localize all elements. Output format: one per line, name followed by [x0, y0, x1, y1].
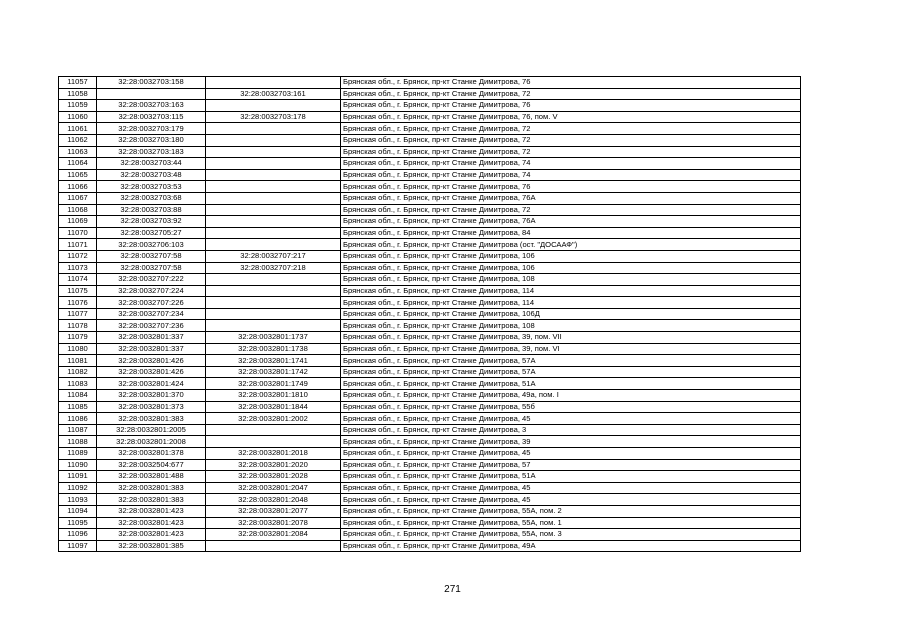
- row-number-cell: 11072: [59, 250, 97, 262]
- address-cell: Брянская обл., г. Брянск, пр-кт Станке Димитрова, 76: [341, 181, 801, 193]
- object-cadastral-number-cell: 32:28:0032801:2020: [206, 459, 341, 471]
- object-cadastral-number-cell: 32:28:0032801:1738: [206, 343, 341, 355]
- cadastral-number-cell: 32:28:0032801:383: [97, 482, 206, 494]
- object-cadastral-number-cell: [206, 239, 341, 251]
- address-cell: Брянская обл., г. Брянск, пр-кт Станке Димитрова, 49а, пом. I: [341, 390, 801, 402]
- object-cadastral-number-cell: 32:28:0032801:1741: [206, 355, 341, 367]
- cadastral-number-cell: 32:28:0032801:426: [97, 355, 206, 367]
- row-number-cell: 11067: [59, 192, 97, 204]
- table-row: [59, 227, 801, 239]
- cadastral-number-cell: 32:28:0032703:180: [97, 134, 206, 146]
- row-number-cell: 11093: [59, 494, 97, 506]
- table-row: [59, 448, 801, 460]
- table-row: [59, 181, 801, 193]
- object-cadastral-number-cell: 32:28:0032801:2028: [206, 471, 341, 483]
- cadastral-number-cell: 32:28:0032706:103: [97, 239, 206, 251]
- cadastral-number-cell: 32:28:0032801:423: [97, 505, 206, 517]
- page-number: 271: [444, 584, 461, 595]
- address-cell: Брянская обл., г. Брянск, пр-кт Станке Димитрова, 39: [341, 436, 801, 448]
- address-cell: Брянская обл., г. Брянск, пр-кт Станке Димитрова, 76, пом. V: [341, 111, 801, 123]
- table-row: [59, 343, 801, 355]
- table-row: [59, 77, 801, 89]
- row-number-cell: 11059: [59, 100, 97, 112]
- cadastral-number-cell: 32:28:0032801:2008: [97, 436, 206, 448]
- table-row: [59, 320, 801, 332]
- table-row: [59, 204, 801, 216]
- table-row: [59, 355, 801, 367]
- address-cell: Брянская обл., г. Брянск, пр-кт Станке Димитрова, 49А: [341, 540, 801, 552]
- address-cell: Брянская обл., г. Брянск, пр-кт Станке Димитрова, 106Д: [341, 308, 801, 320]
- cadastral-number-cell: 32:28:0032703:48: [97, 169, 206, 181]
- address-cell: Брянская обл., г. Брянск, пр-кт Станке Димитрова, 108: [341, 274, 801, 286]
- cadastral-number-cell: 32:28:0032801:383: [97, 413, 206, 425]
- object-cadastral-number-cell: [206, 146, 341, 158]
- object-cadastral-number-cell: 32:28:0032801:1737: [206, 332, 341, 344]
- address-cell: Брянская обл., г. Брянск, пр-кт Станке Димитрова, 39, пом. VII: [341, 332, 801, 344]
- table-row: [59, 297, 801, 309]
- object-cadastral-number-cell: [206, 285, 341, 297]
- object-cadastral-number-cell: 32:28:0032801:2048: [206, 494, 341, 506]
- table-row: [59, 262, 801, 274]
- cadastral-number-cell: 32:28:0032703:44: [97, 158, 206, 170]
- cadastral-number-cell: 32:28:0032707:236: [97, 320, 206, 332]
- table-row: [59, 390, 801, 402]
- object-cadastral-number-cell: [206, 169, 341, 181]
- object-cadastral-number-cell: 32:28:0032801:1749: [206, 378, 341, 390]
- address-cell: Брянская обл., г. Брянск, пр-кт Станке Димитрова, 51А: [341, 378, 801, 390]
- table-row: [59, 250, 801, 262]
- address-cell: Брянская обл., г. Брянск, пр-кт Станке Димитрова, 39, пом. VI: [341, 343, 801, 355]
- object-cadastral-number-cell: [206, 308, 341, 320]
- object-cadastral-number-cell: [206, 297, 341, 309]
- row-number-cell: 11078: [59, 320, 97, 332]
- cadastral-number-cell: 32:28:0032801:337: [97, 343, 206, 355]
- object-cadastral-number-cell: 32:28:0032801:1810: [206, 390, 341, 402]
- row-number-cell: 11082: [59, 366, 97, 378]
- table-row: [59, 274, 801, 286]
- row-number-cell: 11080: [59, 343, 97, 355]
- table-row: [59, 158, 801, 170]
- object-cadastral-number-cell: 32:28:0032801:2077: [206, 505, 341, 517]
- cadastral-number-cell: 32:28:0032801:370: [97, 390, 206, 402]
- address-cell: Брянская обл., г. Брянск, пр-кт Станке Димитрова, 114: [341, 285, 801, 297]
- cadastral-number-cell: 32:28:0032703:68: [97, 192, 206, 204]
- table-row: [59, 540, 801, 552]
- cadastral-number-cell: 32:28:0032707:224: [97, 285, 206, 297]
- address-cell: Брянская обл., г. Брянск, пр-кт Станке Димитрова, 108: [341, 320, 801, 332]
- row-number-cell: 11061: [59, 123, 97, 135]
- address-cell: Брянская обл., г. Брянск, пр-кт Станке Димитрова, 51А: [341, 471, 801, 483]
- row-number-cell: 11069: [59, 216, 97, 228]
- table-row: [59, 332, 801, 344]
- object-cadastral-number-cell: [206, 158, 341, 170]
- address-cell: Брянская обл., г. Брянск, пр-кт Станке Димитрова, 55А, пом. 2: [341, 505, 801, 517]
- cadastral-number-cell: 32:28:0032801:373: [97, 401, 206, 413]
- address-cell: Брянская обл., г. Брянск, пр-кт Станке Димитрова, 106: [341, 250, 801, 262]
- table-row: [59, 169, 801, 181]
- address-cell: Брянская обл., г. Брянск, пр-кт Станке Димитрова, 72: [341, 146, 801, 158]
- table-row: [59, 436, 801, 448]
- object-cadastral-number-cell: [206, 274, 341, 286]
- row-number-cell: 11075: [59, 285, 97, 297]
- row-number-cell: 11088: [59, 436, 97, 448]
- cadastral-number-cell: 32:28:0032504:677: [97, 459, 206, 471]
- table-row: [59, 308, 801, 320]
- object-cadastral-number-cell: [206, 123, 341, 135]
- object-cadastral-number-cell: [206, 100, 341, 112]
- table-row: [59, 285, 801, 297]
- row-number-cell: 11097: [59, 540, 97, 552]
- cadastral-number-cell: 32:28:0032703:163: [97, 100, 206, 112]
- row-number-cell: 11079: [59, 332, 97, 344]
- table-row: [59, 216, 801, 228]
- table-row: [59, 529, 801, 541]
- table-row: [59, 146, 801, 158]
- cadastral-number-cell: 32:28:0032707:58: [97, 262, 206, 274]
- row-number-cell: 11058: [59, 88, 97, 100]
- address-cell: Брянская обл., г. Брянск, пр-кт Станке Димитрова, 72: [341, 134, 801, 146]
- cadastral-number-cell: 32:28:0032707:222: [97, 274, 206, 286]
- row-number-cell: 11091: [59, 471, 97, 483]
- row-number-cell: 11081: [59, 355, 97, 367]
- address-cell: Брянская обл., г. Брянск, пр-кт Станке Димитрова, 72: [341, 204, 801, 216]
- cadastral-number-cell: [97, 88, 206, 100]
- object-cadastral-number-cell: [206, 134, 341, 146]
- table-row: [59, 494, 801, 506]
- address-cell: Брянская обл., г. Брянск, пр-кт Станке Димитрова, 45: [341, 448, 801, 460]
- row-number-cell: 11096: [59, 529, 97, 541]
- object-cadastral-number-cell: [206, 320, 341, 332]
- row-number-cell: 11068: [59, 204, 97, 216]
- table-row: [59, 88, 801, 100]
- cadastral-number-cell: 32:28:0032703:183: [97, 146, 206, 158]
- cadastral-number-cell: 32:28:0032801:337: [97, 332, 206, 344]
- address-cell: Брянская обл., г. Брянск, пр-кт Станке Димитрова, 3: [341, 424, 801, 436]
- register-table: [58, 76, 801, 552]
- address-cell: Брянская обл., г. Брянск, пр-кт Станке Димитрова, 76А: [341, 192, 801, 204]
- cadastral-number-cell: 32:28:0032703:179: [97, 123, 206, 135]
- address-cell: Брянская обл., г. Брянск, пр-кт Станке Димитрова, 55б: [341, 401, 801, 413]
- row-number-cell: 11083: [59, 378, 97, 390]
- address-cell: Брянская обл., г. Брянск, пр-кт Станке Димитрова, 55А, пом. 1: [341, 517, 801, 529]
- row-number-cell: 11062: [59, 134, 97, 146]
- address-cell: Брянская обл., г. Брянск, пр-кт Станке Димитрова, 84: [341, 227, 801, 239]
- row-number-cell: 11057: [59, 77, 97, 89]
- table-row: [59, 366, 801, 378]
- address-cell: Брянская обл., г. Брянск, пр-кт Станке Димитрова, 74: [341, 158, 801, 170]
- object-cadastral-number-cell: [206, 77, 341, 89]
- row-number-cell: 11073: [59, 262, 97, 274]
- table-row: [59, 111, 801, 123]
- row-number-cell: 11085: [59, 401, 97, 413]
- object-cadastral-number-cell: 32:28:0032801:2047: [206, 482, 341, 494]
- address-cell: Брянская обл., г. Брянск, пр-кт Станке Димитрова, 45: [341, 482, 801, 494]
- cadastral-number-cell: 32:28:0032801:2005: [97, 424, 206, 436]
- object-cadastral-number-cell: 32:28:0032703:178: [206, 111, 341, 123]
- object-cadastral-number-cell: 32:28:0032707:217: [206, 250, 341, 262]
- address-cell: Брянская обл., г. Брянск, пр-кт Станке Димитрова, 45: [341, 413, 801, 425]
- cadastral-number-cell: 32:28:0032703:115: [97, 111, 206, 123]
- object-cadastral-number-cell: [206, 424, 341, 436]
- cadastral-number-cell: 32:28:0032801:488: [97, 471, 206, 483]
- object-cadastral-number-cell: 32:28:0032801:2018: [206, 448, 341, 460]
- row-number-cell: 11065: [59, 169, 97, 181]
- table-row: [59, 192, 801, 204]
- table-row: [59, 424, 801, 436]
- row-number-cell: 11086: [59, 413, 97, 425]
- cadastral-number-cell: 32:28:0032703:158: [97, 77, 206, 89]
- table-row: [59, 134, 801, 146]
- cadastral-number-cell: 32:28:0032801:424: [97, 378, 206, 390]
- table-row: [59, 100, 801, 112]
- row-number-cell: 11084: [59, 390, 97, 402]
- table-row: [59, 378, 801, 390]
- table-row: [59, 517, 801, 529]
- cadastral-number-cell: 32:28:0032705:27: [97, 227, 206, 239]
- row-number-cell: 11077: [59, 308, 97, 320]
- cadastral-number-cell: 32:28:0032801:385: [97, 540, 206, 552]
- table-row: [59, 123, 801, 135]
- table-row: [59, 401, 801, 413]
- cadastral-number-cell: 32:28:0032703:53: [97, 181, 206, 193]
- row-number-cell: 11087: [59, 424, 97, 436]
- table-row: [59, 459, 801, 471]
- address-cell: Брянская обл., г. Брянск, пр-кт Станке Димитрова, 114: [341, 297, 801, 309]
- address-cell: Брянская обл., г. Брянск, пр-кт Станке Димитрова, 57А: [341, 355, 801, 367]
- object-cadastral-number-cell: [206, 181, 341, 193]
- object-cadastral-number-cell: [206, 204, 341, 216]
- row-number-cell: 11064: [59, 158, 97, 170]
- row-number-cell: 11074: [59, 274, 97, 286]
- object-cadastral-number-cell: 32:28:0032801:2002: [206, 413, 341, 425]
- cadastral-number-cell: 32:28:0032707:226: [97, 297, 206, 309]
- row-number-cell: 11089: [59, 448, 97, 460]
- row-number-cell: 11066: [59, 181, 97, 193]
- address-cell: Брянская обл., г. Брянск, пр-кт Станке Димитрова, 106: [341, 262, 801, 274]
- row-number-cell: 11071: [59, 239, 97, 251]
- address-cell: Брянская обл., г. Брянск, пр-кт Станке Димитрова (ост. "ДОСААФ"): [341, 239, 801, 251]
- object-cadastral-number-cell: [206, 192, 341, 204]
- object-cadastral-number-cell: 32:28:0032801:2078: [206, 517, 341, 529]
- table-row: [59, 239, 801, 251]
- row-number-cell: 11063: [59, 146, 97, 158]
- object-cadastral-number-cell: 32:28:0032801:1742: [206, 366, 341, 378]
- object-cadastral-number-cell: 32:28:0032801:2084: [206, 529, 341, 541]
- address-cell: Брянская обл., г. Брянск, пр-кт Станке Димитрова, 55А, пом. 3: [341, 529, 801, 541]
- cadastral-number-cell: 32:28:0032707:58: [97, 250, 206, 262]
- object-cadastral-number-cell: [206, 227, 341, 239]
- address-cell: Брянская обл., г. Брянск, пр-кт Станке Димитрова, 72: [341, 123, 801, 135]
- address-cell: Брянская обл., г. Брянск, пр-кт Станке Димитрова, 45: [341, 494, 801, 506]
- row-number-cell: 11060: [59, 111, 97, 123]
- row-number-cell: 11092: [59, 482, 97, 494]
- cadastral-number-cell: 32:28:0032801:423: [97, 529, 206, 541]
- address-cell: Брянская обл., г. Брянск, пр-кт Станке Димитрова, 76А: [341, 216, 801, 228]
- cadastral-number-cell: 32:28:0032801:423: [97, 517, 206, 529]
- address-cell: Брянская обл., г. Брянск, пр-кт Станке Димитрова, 57: [341, 459, 801, 471]
- cadastral-number-cell: 32:28:0032707:234: [97, 308, 206, 320]
- address-cell: Брянская обл., г. Брянск, пр-кт Станке Димитрова, 72: [341, 88, 801, 100]
- address-cell: Брянская обл., г. Брянск, пр-кт Станке Димитрова, 76: [341, 77, 801, 89]
- table-row: [59, 471, 801, 483]
- table-row: [59, 505, 801, 517]
- object-cadastral-number-cell: 32:28:0032801:1844: [206, 401, 341, 413]
- row-number-cell: 11076: [59, 297, 97, 309]
- table-row: [59, 482, 801, 494]
- row-number-cell: 11070: [59, 227, 97, 239]
- address-cell: Брянская обл., г. Брянск, пр-кт Станке Димитрова, 74: [341, 169, 801, 181]
- cadastral-number-cell: 32:28:0032703:92: [97, 216, 206, 228]
- row-number-cell: 11095: [59, 517, 97, 529]
- table-row: [59, 413, 801, 425]
- address-cell: Брянская обл., г. Брянск, пр-кт Станке Димитрова, 76: [341, 100, 801, 112]
- register-table-body: [59, 77, 801, 552]
- cadastral-number-cell: 32:28:0032801:426: [97, 366, 206, 378]
- object-cadastral-number-cell: [206, 436, 341, 448]
- object-cadastral-number-cell: 32:28:0032703:161: [206, 88, 341, 100]
- row-number-cell: 11090: [59, 459, 97, 471]
- cadastral-number-cell: 32:28:0032801:378: [97, 448, 206, 460]
- cadastral-number-cell: 32:28:0032703:88: [97, 204, 206, 216]
- object-cadastral-number-cell: 32:28:0032707:218: [206, 262, 341, 274]
- address-cell: Брянская обл., г. Брянск, пр-кт Станке Димитрова, 57А: [341, 366, 801, 378]
- object-cadastral-number-cell: [206, 540, 341, 552]
- object-cadastral-number-cell: [206, 216, 341, 228]
- cadastral-number-cell: 32:28:0032801:383: [97, 494, 206, 506]
- row-number-cell: 11094: [59, 505, 97, 517]
